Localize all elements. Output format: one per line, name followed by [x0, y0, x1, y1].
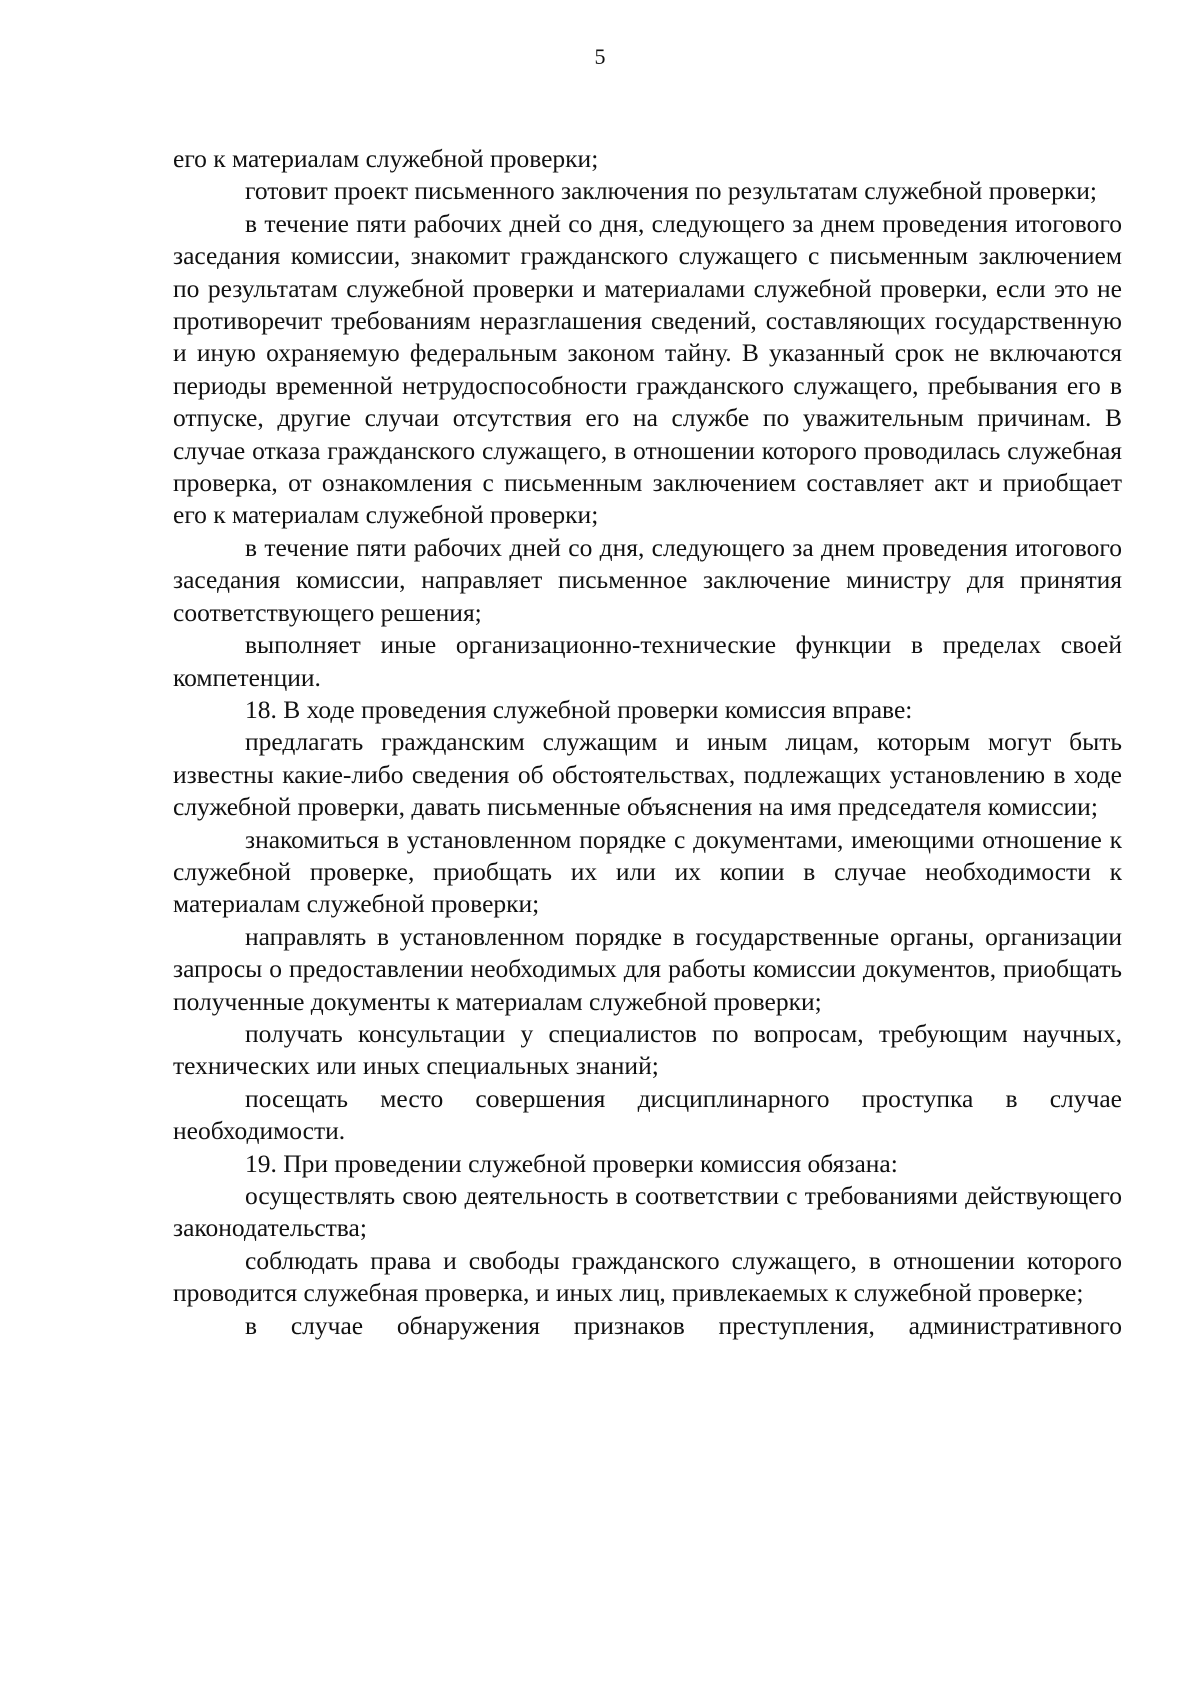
paragraph-request-explanations: предлагать гражданским служащим и иным лицам, которым могут быть известны какие-либо сведения об обстоятельствах, подлежащих установлению в ходе служебной проверки, давать письменные объяснения на имя председателя комиссии;	[173, 727, 1122, 822]
paragraph-send-conclusion: в течение пяти рабочих дней со дня, следующего за днем проведения итогового заседания комиссии, направляет письменное заключение министру для принятия соответствующего решения;	[173, 532, 1122, 627]
paragraph-consultations: получать консультации у специалистов по вопросам, требующим научных, технических или иных специальных знаний;	[173, 1018, 1122, 1081]
paragraph-crime-signs: в случае обнаружения признаков преступления, административного	[245, 1310, 1122, 1340]
paragraph-other-functions: выполняет иные организационно-технические функции в пределах своей компетенции.	[173, 630, 1122, 692]
paragraph-send-requests: направлять в установленном порядке в государственные органы, организации запросы о предоставлении необходимых для работы комиссии документов, приобщать полученные документы к материалам служебной проверки;	[173, 921, 1122, 1016]
page-number: 5	[594, 44, 606, 69]
paragraph-comply-law: осуществлять свою деятельность в соответствии с требованиями действующего законодательства;	[173, 1181, 1122, 1243]
document-body	[173, 143, 1122, 1342]
paragraph-draft-conclusion: готовит проект письменного заключения по результатам служебной проверки;	[245, 176, 1097, 206]
paragraph-visit-place: посещать место совершения дисциплинарного проступка в случае необходимости.	[173, 1083, 1122, 1146]
paragraph-respect-rights: соблюдать права и свободы гражданского служащего, в отношении которого проводится служебная проверка, и иных лиц, привлекаемых к служебной проверке;	[173, 1245, 1122, 1308]
paragraph-section-19: 19. При проведении служебной проверки комиссия обязана:	[245, 1148, 898, 1178]
paragraph-section-18: 18. В ходе проведения служебной проверки комиссия вправе:	[245, 694, 913, 724]
paragraph-review-documents: знакомиться в установленном порядке с документами, имеющими отношение к служебной проверке, приобщать их или их копии в случае необходимости к материалам служебной проверки;	[173, 824, 1122, 919]
paragraph-continuation: его к материалам служебной проверки;	[173, 144, 599, 173]
paragraph-familiarize: в течение пяти рабочих дней со дня, следующего за днем проведения итогового заседания комиссии, знакомит гражданского служащего с письменным заключением по результатам служебной проверки и материалами служебной проверки, если это не противоречит требованиям неразглашения сведений, составляющих государственную и иную охраняемую федеральным законом тайну. В указанный срок не включаются периоды временной нетрудоспособности гражданского служащего, пребывания его в отпуске, другие случаи отсутствия его на службе по уважительным причинам. В случае отказа гражданского служащего, в отношении которого проводилась служебная проверка, от ознакомления с письменным заключением составляет акт и приобщает его к материалам служебной проверки;	[173, 208, 1122, 530]
